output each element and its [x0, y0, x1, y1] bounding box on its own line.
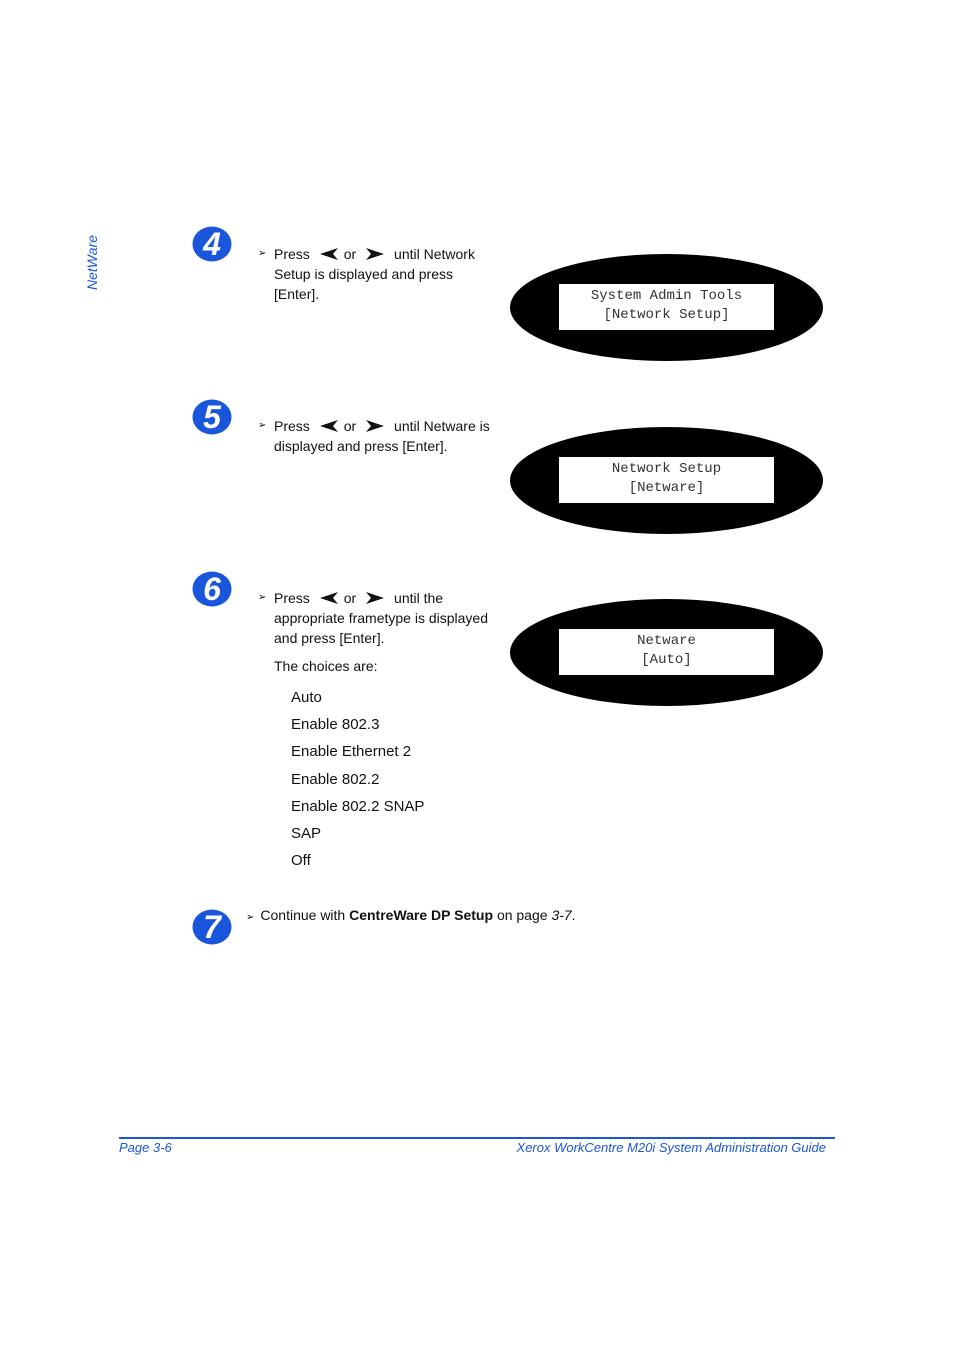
side-tab-label: NetWare — [84, 235, 100, 290]
continue-end: . — [571, 907, 576, 923]
step-7-instruction — [246, 905, 576, 928]
display-line-1: Network Setup — [611, 461, 722, 477]
continue-mid: on page — [496, 907, 548, 923]
footer-rule — [119, 1137, 835, 1139]
step-5-instruction — [258, 416, 494, 456]
left-arrow-icon — [320, 248, 338, 260]
right-arrow-icon — [366, 248, 384, 260]
left-arrow-icon — [320, 420, 338, 432]
step-4-number: 4 — [203, 226, 221, 262]
step-6-number: 6 — [203, 571, 221, 607]
display-line-2: [Auto] — [641, 652, 692, 668]
display-line-2: [Network Setup] — [603, 307, 730, 323]
or-label: or — [343, 418, 357, 434]
footer-page-number: Page 3-6 — [119, 1140, 172, 1155]
display-line-1: Netware — [637, 633, 696, 649]
choice-item: Enable Ethernet 2 — [291, 743, 412, 761]
choice-item: Enable 802.3 — [291, 716, 380, 734]
triangle-bullet-icon: ➢ — [258, 420, 267, 431]
press-label: Press — [274, 590, 310, 606]
choice-item: Off — [291, 852, 311, 870]
press-label: Press — [274, 418, 310, 434]
step-5-display — [510, 427, 823, 534]
choice-item: Enable 802.2 — [291, 770, 380, 788]
triangle-bullet-icon: ➢ — [258, 248, 267, 259]
continue-link-text: CentreWare DP Setup — [349, 907, 494, 923]
triangle-bullet-icon: ➢ — [246, 912, 255, 923]
step-6-badge — [192, 571, 232, 607]
or-label: or — [343, 246, 357, 262]
step-4-instruction — [258, 244, 494, 304]
continue-page-ref: 3-7 — [551, 907, 572, 923]
choice-item: Auto — [291, 689, 322, 706]
step-6-display — [510, 599, 823, 706]
or-label: or — [343, 590, 357, 606]
step-5-text: until Netware is displayed and press [Enter]. — [274, 418, 490, 454]
press-label: Press — [274, 246, 310, 262]
right-arrow-icon — [366, 592, 384, 604]
footer-guide-title: Xerox WorkCentre M20i System Administration Guide — [516, 1140, 826, 1155]
right-arrow-icon — [366, 420, 384, 432]
step-6-text: until the appropriate frametype is displayed and press [Enter]. — [274, 590, 489, 646]
step-7-number: 7 — [203, 909, 221, 945]
display-line-2: [Netware] — [628, 480, 705, 496]
display-screen — [559, 629, 774, 675]
triangle-bullet-icon: ➢ — [258, 592, 267, 603]
step-4-display — [510, 254, 823, 361]
left-arrow-icon — [320, 592, 338, 604]
step-7-badge — [192, 909, 232, 945]
choices-label: The choices are: — [274, 658, 378, 674]
display-screen — [559, 284, 774, 330]
step-4-text: until Network Setup is displayed and press [Enter]. — [274, 246, 475, 302]
display-line-1: System Admin Tools — [590, 288, 743, 304]
choice-item: SAP — [291, 824, 322, 842]
choice-item: Enable 802.2 SNAP — [291, 797, 425, 815]
step-5-badge — [192, 399, 232, 435]
choices-list — [291, 684, 494, 874]
step-5-number: 5 — [203, 399, 221, 435]
step-4-badge — [192, 226, 232, 262]
display-screen — [559, 457, 774, 503]
continue-prefix: Continue with — [260, 907, 346, 923]
step-6-instruction — [258, 588, 494, 874]
